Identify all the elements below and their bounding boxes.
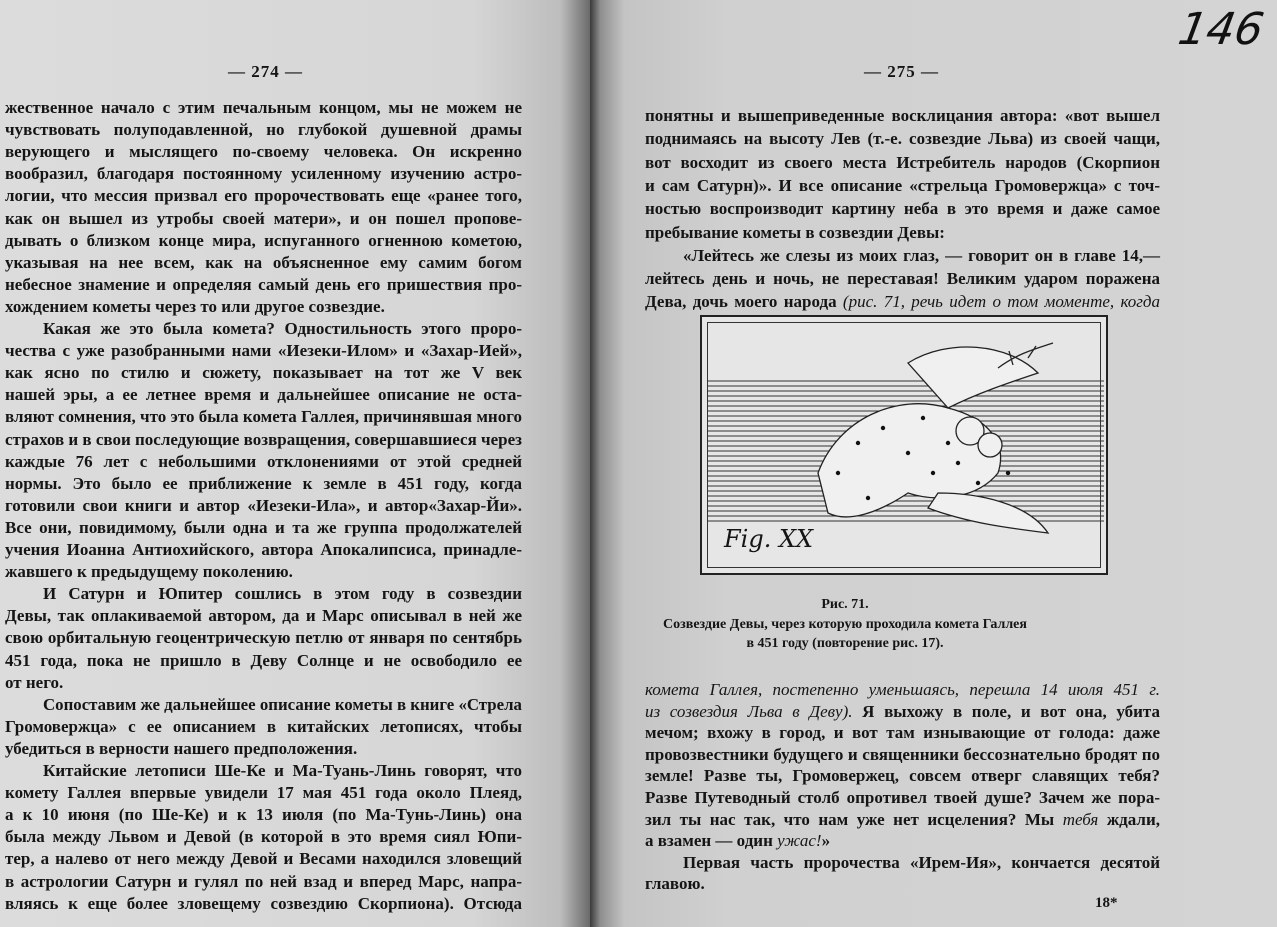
text-segment: хождением кометы через то или другое созвездие. xyxy=(5,296,385,316)
text-segment: вляясь к еще более зловещему созвездию Скорпиона). Отсюда xyxy=(5,893,522,913)
text-segment: » xyxy=(821,831,831,851)
text-segment: «Лейтесь же слезы из моих глаз, — говорит он в главе 14,— xyxy=(683,245,1160,265)
text-segment: лейтесь день и ночь, не переставая! Великим ударом поражена xyxy=(645,269,1160,289)
figure-caption-number: Рис. 71. xyxy=(821,597,869,612)
italic-text-segment: комета Галлея, постепенно уменьшаясь, перешла 14 июля 451 г. xyxy=(645,680,1160,699)
text-segment: верующего и мыслящего по-своему человека. Он искренно xyxy=(5,142,522,162)
text-segment: вот восходит из своего места Истребитель народов (Скорпион xyxy=(645,152,1160,172)
text-segment: комету Галлея впервые увидели 17 мая 451 года около Плеяд, xyxy=(5,783,522,803)
text-segment: Дева, дочь моего народа xyxy=(645,292,843,312)
text-segment: логии, что мессия призвал его пророчествовать еще «ранее того, xyxy=(5,186,522,206)
text-segment: учения Иоанна Антиохийского, автора Апокалипсиса, принадле- xyxy=(5,540,522,559)
text-segment: мечом; вхожу в город, и вот там изнывающие от голода: даже xyxy=(645,723,1160,743)
signature-mark: 18* xyxy=(1095,895,1118,911)
text-segment: понятны и вышеприведенные восклицания автора: «вот вышел xyxy=(645,106,1160,125)
text-segment: готовили свои книги и автор «Иезеки-Ила», и автор«Захар-Йи». xyxy=(5,495,522,515)
text-segment: убедиться в верности нашего предположения. xyxy=(5,738,358,758)
text-segment: Девы, так оплакиваемой автором, да и Марс описывал в ней же xyxy=(5,606,522,626)
text-segment: Громовержца» с ее описанием в китайских летописях, чтобы xyxy=(5,716,522,736)
text-segment: вообразил, благодаря постоянному усиленному изучению астро- xyxy=(5,164,522,184)
star-icon xyxy=(836,471,840,475)
text-segment: небесное знамение и определяя самый день его пришествия про- xyxy=(5,274,522,294)
text-segment: а взамен — один xyxy=(645,831,778,851)
text-segment: страхов и в свои последующие возвращения, совершавшиеся через xyxy=(5,429,522,449)
text-segment: была между Львом и Девой (в которой в это время сиял Юпи- xyxy=(5,827,522,847)
text-segment: главою. xyxy=(645,874,705,894)
text-segment: и сам Сатурн)». И все описание «стрельца Громовержца» с точ- xyxy=(645,175,1160,195)
text-segment: Какая же это была комета? Одностильность этого проро- xyxy=(43,319,522,338)
text-segment: дывать о близком конце мира, испуганного огненною кометою, xyxy=(5,230,522,250)
text-segment: поднимаясь на высоту Лев (т.-е. созвездие Льва) из своей чащи, xyxy=(645,129,1160,149)
star-icon xyxy=(931,471,935,475)
text-segment: Сопоставим же дальнейшее описание кометы в книге «Стрела xyxy=(43,694,522,714)
text-segment: тер, а налево от него между Девой и Весами находился зловещий xyxy=(5,849,522,869)
text-segment: как он вышел из утробы своей матери», и он пошел пропове- xyxy=(5,208,522,228)
text-segment: ностью воспроизводит картину неба в это время и даже самое xyxy=(645,199,1160,219)
text-segment: И Сатурн и Юпитер сошлись в этом году в созвездии xyxy=(43,584,522,604)
text-segment: чества с уже разобранными нами «Иезеки-Илом» и «Захар-Ией», xyxy=(5,341,522,361)
star-icon xyxy=(956,461,960,465)
star-icon xyxy=(866,496,870,500)
text-segment: как ясно по стилю и сюжету, показывает на тот же V век xyxy=(5,363,522,383)
text-segment: земле! Разве ты, Громовержец, совсем отверг славящих тебя? xyxy=(645,766,1160,786)
text-segment: вляют сомнения, что это была комета Галлея, причинявшая много xyxy=(5,407,522,427)
star-icon xyxy=(881,426,885,430)
text-segment: указывая на нее всем, как на объясненное ему самим богом xyxy=(5,252,522,272)
text-segment: нашей эры, а ее летнее время и дальнейшее описание не оста- xyxy=(5,385,522,405)
text-segment: жавшего к предыдущему поколению. xyxy=(5,562,293,582)
text-segment: нормы. Это было ее приближение к земле в 451 году, когда xyxy=(5,473,522,493)
text-segment: Разве Путеводный столб опротивел твоей душе? Зачем же пора- xyxy=(645,788,1160,807)
italic-text-segment: (рис. 71, речь идет о том моменте, когда xyxy=(842,292,1160,312)
italic-text-segment: ужас! xyxy=(777,831,822,851)
text-segment: свою орбитальную геоцентрическую петлю от января по сентябрь xyxy=(5,628,522,648)
text-segment: жественное начало с этим печальным концом, мы не можем не xyxy=(5,98,522,117)
figure-label: Fig. XX xyxy=(724,525,814,553)
star-icon xyxy=(921,416,925,420)
figure-caption-line-1: Созвездие Девы, через которую проходила комета Галлея xyxy=(663,617,1027,632)
page-number-right: — 275 — xyxy=(864,62,939,81)
left-page xyxy=(0,0,590,927)
text-segment: Я выхожу в поле, и вот она, убита xyxy=(852,701,1160,721)
text-segment: а к 10 июня (по Ше-Ке) и к 13 июля (по Ма-Тунь-Линь) она xyxy=(5,805,522,825)
italic-text-segment: тебя xyxy=(1062,809,1099,829)
star-icon xyxy=(1006,471,1010,475)
text-segment: 451 года, пока не пришло в Деву Солнце и не освободило ее xyxy=(5,650,522,670)
star-icon xyxy=(856,441,860,445)
text-segment: от него. xyxy=(5,672,64,692)
star-icon xyxy=(946,441,950,445)
text-segment: чувствовать полуподавленной, но глубокой душевной драмы xyxy=(5,120,522,140)
figure-virgo-constellation xyxy=(700,315,1108,575)
handwritten-archive-number: 146 xyxy=(1174,4,1268,55)
text-segment: каждые 76 лет с небольшими отклонениями от этой средней xyxy=(5,451,522,471)
text-segment: в астрологии Сатурн и гулял по ней взад и вперед Марс, напра- xyxy=(5,871,522,891)
text-segment: пребывание кометы в созвездии Девы: xyxy=(645,222,945,242)
text-segment: Китайские летописи Ше-Ке и Ма-Туань-Линь говорят, что xyxy=(43,761,522,780)
text-segment: провозвестники будущего и священники бессознательно бродят по xyxy=(645,744,1160,764)
star-icon xyxy=(976,481,980,485)
italic-text-segment: из созвездия Льва в Деву). xyxy=(645,701,853,721)
text-segment: Все они, повидимому, были одна и та же группа продолжателей xyxy=(5,517,522,537)
text-segment: ждали, xyxy=(1098,809,1160,829)
text-segment: Первая часть пророчества «Ирем-Ия», кончается десятой xyxy=(683,852,1160,872)
page-number-left: — 274 — xyxy=(228,62,303,81)
star-icon xyxy=(906,451,910,455)
figure-caption-line-2: в 451 году (повторение рис. 17). xyxy=(746,636,944,651)
text-segment: зил ты нас так, что нам уже нет исцеления? Мы xyxy=(645,809,1063,829)
